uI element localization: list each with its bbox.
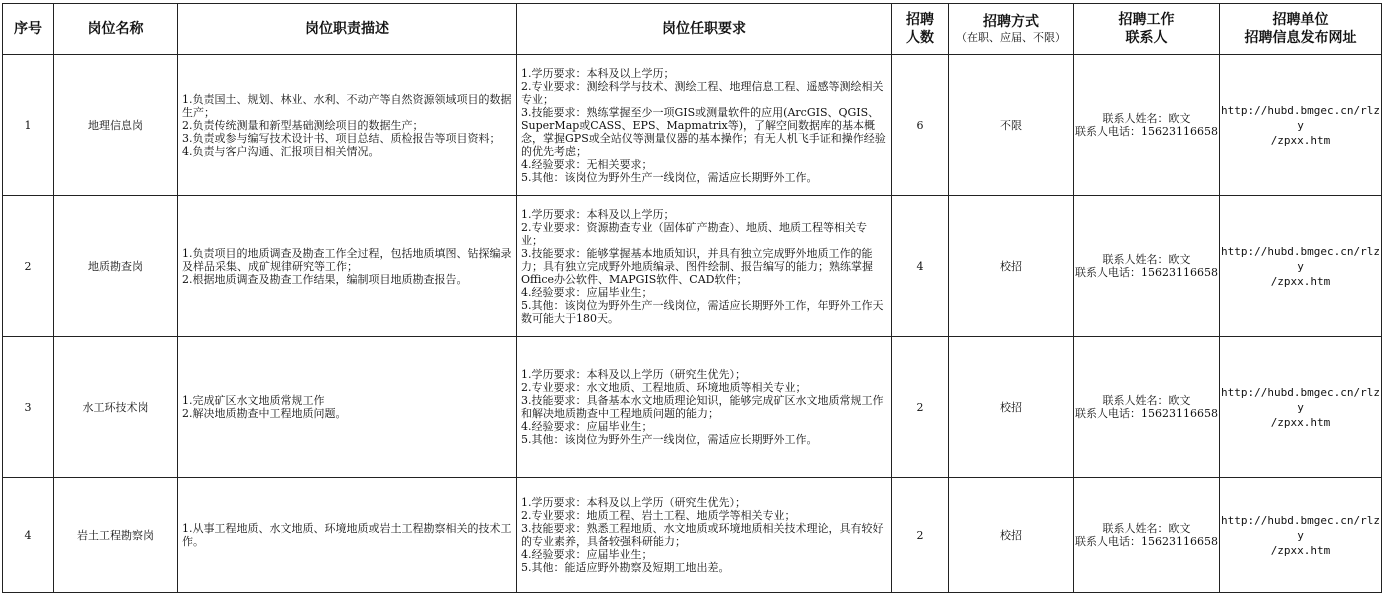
requirement-line: 5.其他：该岗位为野外生产一线岗位，需适应长期野外工作。 bbox=[521, 433, 818, 446]
header-post-name: 岗位名称 bbox=[54, 4, 178, 55]
contact-phone: 联系人电话：15623116658 bbox=[1075, 407, 1218, 420]
requirement-line: 4.经验要求：应届毕业生； bbox=[521, 420, 653, 433]
cell-requirements bbox=[517, 337, 892, 478]
cell-method: 校招 bbox=[949, 196, 1074, 337]
requirement-line: 5.其他：该岗位为野外生产一线岗位，需适应长期野外工作。 bbox=[521, 170, 818, 184]
cell-count: 4 bbox=[892, 196, 949, 337]
requirement-line: 1.学历要求：本科及以上学历； bbox=[521, 66, 675, 80]
cell-method: 校招 bbox=[949, 337, 1074, 478]
header-requirements: 岗位任职要求 bbox=[517, 4, 892, 55]
header-unit bbox=[1220, 4, 1382, 55]
cell-post-name: 岩土工程勘察岗 bbox=[54, 478, 178, 593]
header-duties: 岗位职责描述 bbox=[178, 4, 517, 55]
cell-method: 不限 bbox=[949, 55, 1074, 196]
cell-seq: 3 bbox=[3, 337, 54, 478]
requirement-line: 1.学历要求：本科及以上学历（研究生优先）； bbox=[521, 368, 746, 381]
contact-phone: 联系人电话：15623116658 bbox=[1075, 125, 1218, 138]
requirement-line: 5.其他：能适应野外勘察及短期工地出差。 bbox=[521, 561, 730, 574]
table-row bbox=[3, 196, 1382, 337]
requirement-line: 3.技能要求：熟悉工程地质、水文地质或环境地质相关技术理论，具有较好的专业素养，具备较强科研能力； bbox=[521, 522, 884, 548]
header-unit-line2: 招聘信息发布网址 bbox=[1244, 30, 1357, 46]
duty-line: 2.负责传统测量和新型基础测绘项目的数据生产； bbox=[182, 118, 424, 132]
requirement-line: 4.经验要求：无相关要求； bbox=[521, 157, 653, 171]
url-line1[interactable]: http://hubd.bmgec.cn/rlzy bbox=[1221, 385, 1380, 414]
duty-line: 1.完成矿区水文地质常规工作 bbox=[182, 394, 325, 407]
cell-url bbox=[1220, 478, 1382, 593]
cell-post-name: 水工环技术岗 bbox=[54, 337, 178, 478]
cell-contact bbox=[1074, 478, 1220, 593]
contact-phone: 联系人电话：15623116658 bbox=[1075, 266, 1218, 279]
header-count-line2: 人数 bbox=[906, 30, 934, 46]
table-row bbox=[3, 337, 1382, 478]
header-method bbox=[949, 4, 1074, 55]
requirement-line: 4.经验要求：应届毕业生； bbox=[521, 548, 653, 561]
cell-url bbox=[1220, 55, 1382, 196]
cell-count: 2 bbox=[892, 478, 949, 593]
cell-requirements bbox=[517, 55, 892, 196]
cell-contact bbox=[1074, 196, 1220, 337]
recruitment-table bbox=[2, 3, 1382, 593]
duty-line: 1.从事工程地质、水文地质、环境地质或岩土工程勘察相关的技术工作。 bbox=[182, 522, 512, 548]
duty-line: 3.负责或参与编写技术设计书、项目总结、质检报告等项目资料； bbox=[182, 131, 501, 145]
url-line1[interactable]: http://hubd.bmgec.cn/rlzy bbox=[1221, 244, 1380, 273]
url-line2[interactable]: /zpxx.htm bbox=[1270, 133, 1331, 147]
cell-post-name: 地理信息岗 bbox=[54, 55, 178, 196]
cell-contact bbox=[1074, 55, 1220, 196]
requirement-line: 2.专业要求：地质工程、岩土工程、地质学等相关专业； bbox=[521, 509, 796, 522]
cell-contact bbox=[1074, 337, 1220, 478]
header-contact bbox=[1074, 4, 1220, 55]
cell-duties bbox=[178, 478, 517, 593]
url-line1[interactable]: http://hubd.bmgec.cn/rlzy bbox=[1221, 513, 1380, 542]
contact-name: 联系人姓名：欧文 bbox=[1102, 522, 1191, 535]
header-method-line2: （在职、应届、不限） bbox=[956, 31, 1066, 44]
cell-url bbox=[1220, 337, 1382, 478]
cell-seq: 4 bbox=[3, 478, 54, 593]
cell-method: 校招 bbox=[949, 478, 1074, 593]
requirement-line: 3.技能要求：具备基本水文地质理论知识，能够完成矿区水文地质常规工作和解决地质勘查中工程地质问题的能力； bbox=[521, 394, 884, 420]
url-line2[interactable]: /zpxx.htm bbox=[1270, 274, 1331, 288]
requirement-line: 2.专业要求：资源勘查专业（固体矿产勘查）、地质、地质工程等相关专业； bbox=[521, 220, 867, 247]
contact-name: 联系人姓名：欧文 bbox=[1102, 112, 1191, 125]
requirement-line: 5.其他：该岗位为野外生产一线岗位，需适应长期野外工作，年野外工作天数可能大于180天。 bbox=[521, 298, 884, 325]
cell-seq: 2 bbox=[3, 196, 54, 337]
cell-url bbox=[1220, 196, 1382, 337]
cell-count: 6 bbox=[892, 55, 949, 196]
header-count-line1: 招聘 bbox=[906, 12, 934, 28]
contact-name: 联系人姓名：欧文 bbox=[1102, 394, 1191, 407]
requirement-line: 1.学历要求：本科及以上学历（研究生优先）； bbox=[521, 496, 746, 509]
contact-name: 联系人姓名：欧文 bbox=[1102, 253, 1191, 266]
requirement-line: 2.专业要求：测绘科学与技术、测绘工程、地理信息工程、遥感等测绘相关专业； bbox=[521, 79, 884, 106]
cell-duties bbox=[178, 55, 517, 196]
duty-line: 1.负责项目的地质调查及勘查工作全过程，包括地质填图、钻探编录及样品采集、成矿规律研究等工作； bbox=[182, 246, 512, 273]
cell-count: 2 bbox=[892, 337, 949, 478]
url-line2[interactable]: /zpxx.htm bbox=[1270, 543, 1331, 557]
cell-duties bbox=[178, 337, 517, 478]
requirement-line: 1.学历要求：本科及以上学历； bbox=[521, 207, 675, 221]
url-line2[interactable]: /zpxx.htm bbox=[1270, 415, 1331, 429]
url-line1[interactable]: http://hubd.bmgec.cn/rlzy bbox=[1221, 103, 1380, 132]
contact-phone: 联系人电话：15623116658 bbox=[1075, 535, 1218, 548]
cell-requirements bbox=[517, 196, 892, 337]
duty-line: 4.负责与客户沟通、汇报项目相关情况。 bbox=[182, 144, 380, 158]
duty-line: 2.解决地质勘查中工程地质问题。 bbox=[182, 407, 347, 420]
header-row bbox=[3, 4, 1382, 55]
requirement-line: 3.技能要求：能够掌握基本地质知识，并具有独立完成野外地质工作的能力；具有独立完成野外地质编录、图件绘制、报告编写的能力；熟练掌握Office办公软件、MAPGIS软件、CAD软件； bbox=[521, 246, 873, 286]
header-count bbox=[892, 4, 949, 55]
header-seq: 序号 bbox=[3, 4, 54, 55]
table-row bbox=[3, 55, 1382, 196]
duty-line: 2.根据地质调查及勘查工作结果，编制项目地质勘查报告。 bbox=[182, 272, 468, 286]
requirement-line: 2.专业要求：水文地质、工程地质、环境地质等相关专业； bbox=[521, 381, 807, 394]
header-unit-line1: 招聘单位 bbox=[1272, 12, 1329, 28]
cell-requirements bbox=[517, 478, 892, 593]
requirement-line: 3.技能要求：熟练掌握至少一项GIS或测量软件的应用(ArcGIS、QGIS、SuperMap或CASS、EPS、Mapmatrix等)，了解空间数据库的基本概念，掌握GPS或全站仪等测量仪器的基本操作；有无人机飞手证和操作经验的优先考虑； bbox=[521, 105, 886, 158]
cell-seq: 1 bbox=[3, 55, 54, 196]
cell-duties bbox=[178, 196, 517, 337]
table-row bbox=[3, 478, 1382, 593]
requirement-line: 4.经验要求：应届毕业生； bbox=[521, 285, 653, 299]
header-contact-line2: 联系人 bbox=[1125, 30, 1168, 46]
header-contact-line1: 招聘工作 bbox=[1118, 12, 1175, 28]
duty-line: 1.负责国土、规划、林业、水利、不动产等自然资源领域项目的数据生产； bbox=[182, 92, 512, 119]
header-method-line1: 招聘方式 bbox=[983, 14, 1039, 30]
cell-post-name: 地质勘查岗 bbox=[54, 196, 178, 337]
